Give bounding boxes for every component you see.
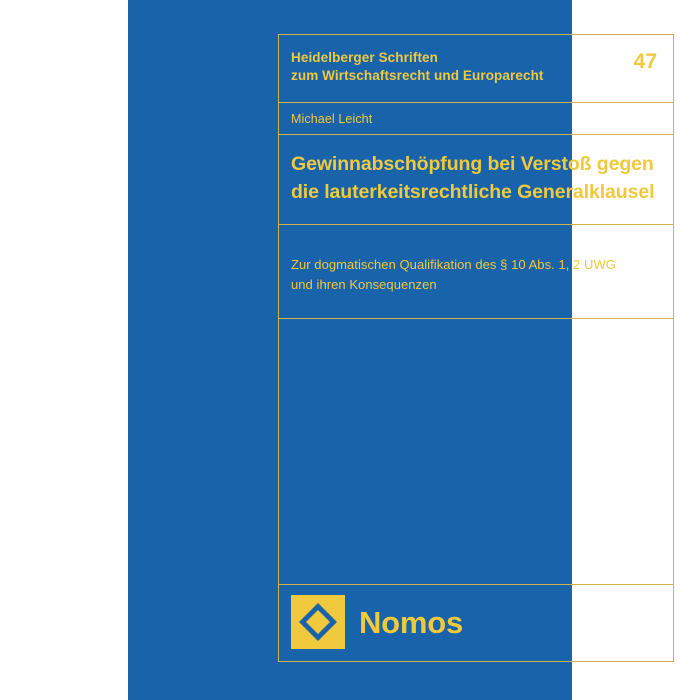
book-subtitle-line-1: Zur dogmatischen Qualifikation des § 10 Abs. 1, 2 UWG (291, 257, 616, 272)
book-title-line-2: die lauterkeitsrechtliche Generalklausel (291, 180, 655, 203)
publisher-name: Nomos (359, 604, 464, 640)
publisher-block (279, 585, 673, 661)
series-title (291, 49, 544, 85)
book-title (291, 151, 654, 206)
series-volume-number: 47 (633, 50, 657, 73)
author-name: Michael Leicht (291, 111, 373, 126)
book-subtitle-line-2: und ihren Konsequenzen (291, 276, 437, 292)
series-title-line-2: zum Wirtschaftsrecht und Europarecht (291, 68, 544, 84)
cover-frame (278, 34, 674, 662)
series-title-line-1: Heidelberger Schriften (291, 50, 438, 65)
blank-panel (279, 319, 673, 585)
book-cover (128, 0, 657, 700)
nomos-diamond-logo-icon (291, 595, 345, 649)
book-title-line-1: Gewinnabschöpfung bei Verstoß gegen (291, 153, 654, 175)
series-block (279, 35, 673, 103)
author-block (279, 103, 673, 135)
title-block (279, 135, 673, 225)
subtitle-block (279, 225, 673, 319)
book-subtitle (291, 255, 616, 294)
